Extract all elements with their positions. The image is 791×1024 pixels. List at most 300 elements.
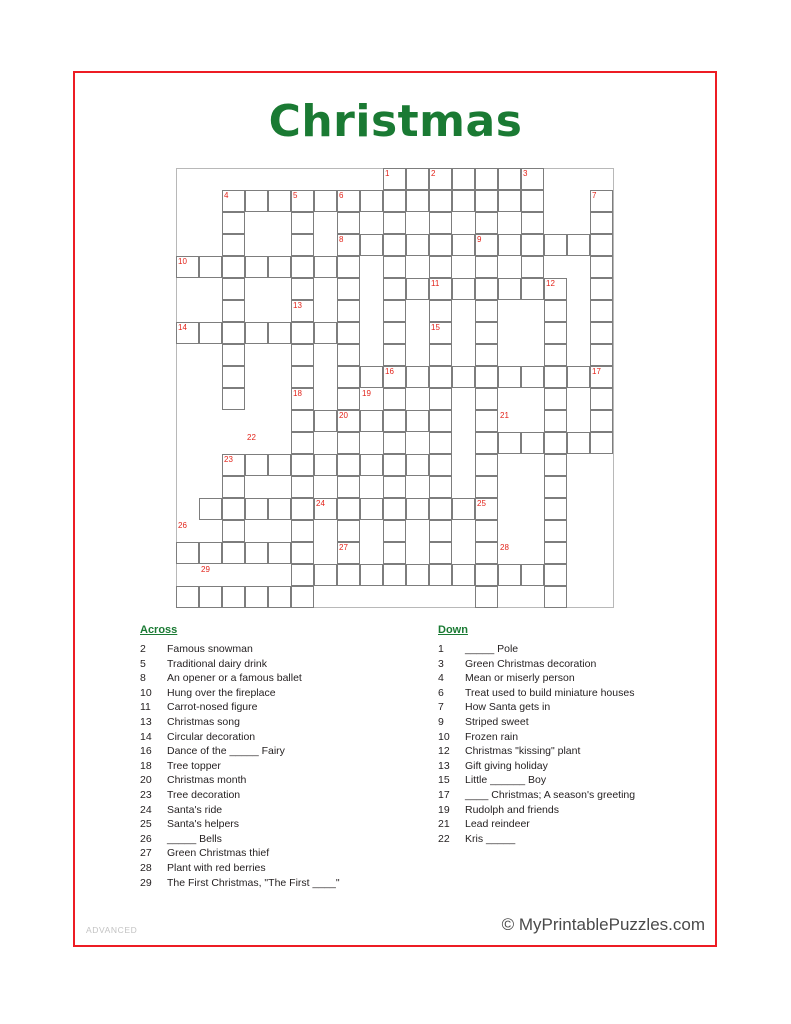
clue-number: 2 — [140, 643, 146, 655]
grid-cell[interactable] — [337, 344, 360, 366]
grid-cell[interactable] — [291, 256, 314, 278]
clue-text: _____ Bells — [167, 832, 222, 845]
clue-text: Christmas "kissing" plant — [465, 745, 581, 758]
grid-cell[interactable] — [291, 366, 314, 388]
grid-cell[interactable] — [383, 564, 406, 586]
grid-cell[interactable] — [199, 498, 222, 520]
grid-cell-number: 1 — [385, 169, 390, 178]
grid-cell[interactable] — [176, 586, 199, 608]
clue-number: 27 — [140, 847, 152, 860]
grid-cell[interactable] — [222, 256, 245, 278]
grid-cell-number: 7 — [592, 191, 597, 200]
clue-row — [140, 730, 440, 745]
grid-cell[interactable] — [337, 300, 360, 322]
grid-cell[interactable] — [360, 190, 383, 212]
grid-cell-number: 11 — [431, 279, 440, 288]
clue-text: An opener or a famous ballet — [167, 672, 302, 685]
grid-cell-number: 8 — [339, 235, 344, 244]
grid-cell-number: 13 — [293, 301, 302, 310]
grid-cell[interactable] — [337, 388, 360, 410]
grid-cell-number: 23 — [224, 455, 233, 464]
grid-cell[interactable] — [429, 190, 452, 212]
grid-cell[interactable] — [590, 278, 613, 300]
grid-cell[interactable] — [291, 432, 314, 454]
grid-cell[interactable] — [544, 410, 567, 432]
grid-cell[interactable] — [498, 190, 521, 212]
grid-cell[interactable] — [406, 498, 429, 520]
grid-cell[interactable] — [314, 454, 337, 476]
grid-cell-number: 25 — [477, 499, 486, 508]
grid-cell[interactable] — [475, 542, 498, 564]
grid-cell[interactable] — [429, 432, 452, 454]
grid-cell[interactable] — [521, 366, 544, 388]
grid-cell[interactable] — [452, 564, 475, 586]
crossword-grid[interactable] — [176, 168, 614, 608]
clue-number: 10 — [438, 730, 450, 743]
grid-cell[interactable] — [337, 498, 360, 520]
grid-cell[interactable] — [406, 234, 429, 256]
grid-cell-number: 22 — [247, 433, 256, 442]
grid-cell[interactable] — [406, 564, 429, 586]
grid-cell[interactable] — [360, 498, 383, 520]
grid-cell[interactable] — [544, 586, 567, 608]
grid-cell[interactable] — [245, 454, 268, 476]
grid-cell-number: 18 — [293, 389, 302, 398]
grid-cell[interactable] — [452, 168, 475, 190]
grid-cell-number: 24 — [316, 499, 325, 508]
across-clue-list — [140, 642, 440, 890]
grid-cell[interactable] — [544, 476, 567, 498]
grid-cell[interactable] — [475, 476, 498, 498]
grid-cell[interactable] — [245, 542, 268, 564]
grid-cell[interactable] — [429, 212, 452, 234]
grid-cell[interactable] — [360, 410, 383, 432]
grid-cell[interactable] — [498, 168, 521, 190]
grid-cell[interactable] — [544, 344, 567, 366]
grid-cell[interactable] — [291, 542, 314, 564]
clues-section — [100, 624, 700, 894]
grid-cell[interactable] — [199, 542, 222, 564]
clue-number: 15 — [438, 774, 450, 787]
grid-cell[interactable] — [475, 300, 498, 322]
grid-cell[interactable] — [291, 498, 314, 520]
grid-cell[interactable] — [452, 190, 475, 212]
grid-cell[interactable] — [475, 212, 498, 234]
clue-row — [140, 700, 440, 715]
clue-text: Christmas month — [167, 774, 247, 787]
grid-cell[interactable] — [544, 520, 567, 542]
grid-cell[interactable] — [383, 322, 406, 344]
grid-cell[interactable] — [222, 586, 245, 608]
grid-cell[interactable] — [291, 322, 314, 344]
grid-cell[interactable] — [360, 454, 383, 476]
grid-cell-number: 14 — [178, 323, 187, 332]
grid-cell[interactable] — [429, 234, 452, 256]
grid-cell[interactable] — [337, 476, 360, 498]
grid-cell[interactable] — [544, 432, 567, 454]
grid-cell[interactable] — [544, 300, 567, 322]
down-clue-list — [438, 642, 718, 846]
grid-cell[interactable] — [498, 564, 521, 586]
grid-cell[interactable] — [429, 476, 452, 498]
grid-cell[interactable] — [590, 300, 613, 322]
grid-cell[interactable] — [475, 454, 498, 476]
site-credit: © MyPrintablePuzzles.com — [501, 915, 705, 934]
grid-cell[interactable] — [176, 542, 199, 564]
clue-row — [140, 686, 440, 701]
grid-cell[interactable] — [383, 344, 406, 366]
grid-cell[interactable] — [383, 278, 406, 300]
clue-number: 9 — [438, 715, 444, 728]
grid-cell[interactable] — [429, 410, 452, 432]
grid-cell[interactable] — [544, 542, 567, 564]
grid-cell[interactable] — [544, 322, 567, 344]
grid-cell[interactable] — [337, 256, 360, 278]
grid-cell-number: 15 — [431, 323, 440, 332]
grid-cell[interactable] — [567, 432, 590, 454]
clue-text: Treat used to build miniature houses — [465, 686, 635, 699]
grid-cell[interactable] — [475, 520, 498, 542]
grid-cell[interactable] — [406, 278, 429, 300]
grid-cell[interactable] — [222, 388, 245, 410]
clue-text: Plant with red berries — [167, 861, 266, 874]
grid-cell[interactable] — [222, 234, 245, 256]
clue-row — [438, 671, 718, 686]
grid-cell[interactable] — [245, 190, 268, 212]
clue-number: 5 — [140, 657, 146, 670]
grid-cell[interactable] — [314, 256, 337, 278]
clue-row — [140, 759, 440, 774]
grid-cell[interactable] — [314, 410, 337, 432]
grid-cell[interactable] — [337, 432, 360, 454]
grid-cell[interactable] — [475, 322, 498, 344]
clue-row — [438, 803, 718, 818]
grid-cell[interactable] — [429, 520, 452, 542]
grid-cell[interactable] — [544, 388, 567, 410]
clue-number: 4 — [438, 672, 444, 685]
clue-row — [438, 686, 718, 701]
clue-number: 14 — [140, 730, 152, 743]
grid-cell[interactable] — [222, 366, 245, 388]
clue-number: 29 — [140, 876, 152, 889]
grid-cell[interactable] — [475, 278, 498, 300]
grid-cell[interactable] — [429, 498, 452, 520]
clue-number: 6 — [438, 686, 444, 699]
grid-cell[interactable] — [498, 278, 521, 300]
grid-cell[interactable] — [291, 344, 314, 366]
grid-cell[interactable] — [383, 542, 406, 564]
clue-text: Tree topper — [167, 759, 221, 772]
grid-cell[interactable] — [291, 476, 314, 498]
grid-cell[interactable] — [268, 256, 291, 278]
grid-cell[interactable] — [337, 520, 360, 542]
grid-cell[interactable] — [360, 564, 383, 586]
grid-cell[interactable] — [291, 454, 314, 476]
grid-cell[interactable] — [360, 366, 383, 388]
grid-cell[interactable] — [452, 234, 475, 256]
clue-row — [438, 642, 718, 657]
grid-cell[interactable] — [268, 454, 291, 476]
grid-cell-number: 28 — [500, 543, 509, 552]
grid-cell[interactable] — [406, 410, 429, 432]
clue-row — [438, 700, 718, 715]
grid-cell[interactable] — [544, 234, 567, 256]
grid-cell[interactable] — [337, 454, 360, 476]
grid-cell-number: 5 — [293, 191, 298, 200]
clue-text: _____ Pole — [465, 643, 519, 655]
grid-cell[interactable] — [429, 256, 452, 278]
clue-text: Circular decoration — [167, 730, 256, 743]
grid-cell[interactable] — [590, 212, 613, 234]
grid-cell[interactable] — [567, 366, 590, 388]
grid-cell[interactable] — [452, 366, 475, 388]
grid-cell[interactable] — [222, 542, 245, 564]
clue-row — [438, 657, 718, 672]
grid-cell[interactable] — [429, 564, 452, 586]
grid-cell[interactable] — [498, 234, 521, 256]
clue-text: Green Christmas thief — [167, 847, 270, 860]
grid-cell[interactable] — [268, 190, 291, 212]
clue-text: Traditional dairy drink — [167, 657, 267, 670]
clue-number: 19 — [438, 803, 450, 816]
grid-cell-number: 10 — [178, 257, 187, 266]
grid-cell[interactable] — [291, 520, 314, 542]
grid-cell[interactable] — [383, 498, 406, 520]
grid-cell[interactable] — [268, 322, 291, 344]
clue-text: Frozen rain — [465, 730, 519, 743]
grid-cell[interactable] — [521, 190, 544, 212]
grid-cell[interactable] — [383, 454, 406, 476]
grid-cell[interactable] — [475, 344, 498, 366]
clue-row — [438, 759, 718, 774]
clue-number: 17 — [438, 788, 450, 801]
grid-cell[interactable] — [475, 564, 498, 586]
clue-row — [140, 832, 440, 847]
grid-cell-number: 12 — [546, 279, 555, 288]
grid-cell[interactable] — [199, 322, 222, 344]
grid-cell[interactable] — [337, 366, 360, 388]
clue-text: Santa's helpers — [167, 818, 240, 831]
grid-cell[interactable] — [337, 212, 360, 234]
grid-cell[interactable] — [544, 564, 567, 586]
grid-cell[interactable] — [291, 410, 314, 432]
grid-cell[interactable] — [475, 410, 498, 432]
grid-cell[interactable] — [383, 234, 406, 256]
grid-cell-number: 29 — [201, 565, 210, 574]
grid-cell-number: 3 — [523, 169, 528, 178]
grid-cell[interactable] — [383, 190, 406, 212]
grid-cell[interactable] — [222, 520, 245, 542]
grid-cell[interactable] — [475, 432, 498, 454]
grid-cell[interactable] — [429, 344, 452, 366]
clue-text: Striped sweet — [465, 715, 529, 728]
clue-text: ____ Christmas; A season's greeting — [465, 788, 636, 801]
grid-cell[interactable] — [291, 278, 314, 300]
grid-cell[interactable] — [337, 322, 360, 344]
grid-cell[interactable] — [222, 212, 245, 234]
clue-row — [140, 876, 440, 891]
grid-cell[interactable] — [383, 520, 406, 542]
grid-cell[interactable] — [222, 498, 245, 520]
grid-cell[interactable] — [590, 234, 613, 256]
clue-number: 20 — [140, 774, 152, 787]
clue-text: The First Christmas, "The First ____" — [167, 876, 340, 889]
across-column — [140, 624, 440, 890]
grid-cell[interactable] — [429, 542, 452, 564]
grid-cell[interactable] — [521, 234, 544, 256]
grid-cell[interactable] — [590, 322, 613, 344]
clue-number: 1 — [438, 643, 444, 655]
grid-cell[interactable] — [383, 300, 406, 322]
grid-cell[interactable] — [406, 366, 429, 388]
grid-cell[interactable] — [429, 300, 452, 322]
grid-cell[interactable] — [245, 586, 268, 608]
clue-number: 28 — [140, 861, 152, 874]
grid-cell[interactable] — [268, 542, 291, 564]
clue-text: How Santa gets in — [465, 701, 551, 714]
grid-cell-number: 20 — [339, 411, 348, 420]
grid-cell[interactable] — [521, 256, 544, 278]
grid-cell[interactable] — [475, 168, 498, 190]
grid-cell[interactable] — [383, 476, 406, 498]
grid-cell[interactable] — [406, 454, 429, 476]
grid-cell[interactable] — [590, 388, 613, 410]
grid-cell[interactable] — [452, 278, 475, 300]
clue-number: 13 — [438, 759, 450, 772]
grid-cell[interactable] — [199, 586, 222, 608]
grid-cell[interactable] — [291, 212, 314, 234]
grid-cell[interactable] — [590, 432, 613, 454]
clue-row — [140, 642, 440, 657]
grid-cell[interactable] — [475, 366, 498, 388]
grid-cell-number: 26 — [178, 521, 187, 530]
clue-number: 8 — [140, 672, 146, 685]
grid-cell[interactable] — [268, 586, 291, 608]
grid-cell[interactable] — [475, 388, 498, 410]
grid-cell[interactable] — [475, 190, 498, 212]
grid-cell-number: 21 — [500, 411, 509, 420]
grid-cell[interactable] — [521, 212, 544, 234]
clue-text: Christmas song — [167, 715, 240, 728]
clue-number: 13 — [140, 715, 152, 728]
clue-number: 10 — [140, 686, 152, 699]
clue-row — [140, 846, 440, 861]
clue-row — [438, 773, 718, 788]
grid-cell[interactable] — [383, 388, 406, 410]
clue-number: 7 — [438, 701, 444, 714]
clue-text: Gift giving holiday — [465, 759, 548, 772]
grid-cell[interactable] — [222, 476, 245, 498]
grid-cell[interactable] — [406, 168, 429, 190]
clue-text: Hung over the fireplace — [167, 686, 276, 699]
clue-number: 24 — [140, 803, 152, 816]
grid-cell[interactable] — [475, 586, 498, 608]
grid-cell[interactable] — [383, 212, 406, 234]
grid-cell[interactable] — [222, 344, 245, 366]
grid-cell[interactable] — [521, 278, 544, 300]
grid-cell[interactable] — [314, 564, 337, 586]
clue-number: 26 — [140, 832, 152, 845]
grid-cell[interactable] — [222, 278, 245, 300]
grid-cell[interactable] — [291, 234, 314, 256]
clue-number: 25 — [140, 818, 152, 831]
clue-text: Famous snowman — [167, 643, 253, 655]
grid-cell[interactable] — [222, 322, 245, 344]
clue-text: Tree decoration — [167, 788, 241, 801]
grid-cell[interactable] — [291, 564, 314, 586]
clue-row — [438, 744, 718, 759]
grid-cell[interactable] — [383, 432, 406, 454]
clue-number: 22 — [438, 832, 450, 845]
clue-row — [140, 744, 440, 759]
grid-cell[interactable] — [383, 256, 406, 278]
clue-row — [438, 730, 718, 745]
grid-cell[interactable] — [314, 190, 337, 212]
grid-cell[interactable] — [222, 300, 245, 322]
clue-row — [438, 715, 718, 730]
clue-number: 12 — [438, 745, 450, 758]
grid-cell[interactable] — [521, 564, 544, 586]
grid-cell[interactable] — [475, 256, 498, 278]
grid-cell[interactable] — [590, 256, 613, 278]
grid-cell[interactable] — [337, 564, 360, 586]
grid-cell[interactable] — [452, 498, 475, 520]
grid-cell[interactable] — [429, 454, 452, 476]
clue-row — [438, 832, 718, 847]
clue-text: Kris _____ — [465, 832, 516, 845]
grid-cell[interactable] — [544, 366, 567, 388]
grid-cell[interactable] — [567, 234, 590, 256]
grid-cell-number: 27 — [339, 543, 348, 552]
clue-text: Lead reindeer — [465, 818, 530, 831]
grid-cell[interactable] — [590, 344, 613, 366]
clue-number: 21 — [438, 818, 450, 831]
grid-cell[interactable] — [199, 256, 222, 278]
clue-row — [438, 788, 718, 803]
grid-cell[interactable] — [544, 454, 567, 476]
grid-cell[interactable] — [498, 366, 521, 388]
clue-row — [140, 788, 440, 803]
grid-cell-number: 16 — [385, 367, 394, 376]
grid-cell[interactable] — [521, 432, 544, 454]
clue-text: Little ______ Boy — [465, 774, 547, 787]
grid-cell[interactable] — [245, 322, 268, 344]
grid-cell[interactable] — [383, 410, 406, 432]
grid-cell[interactable] — [291, 586, 314, 608]
grid-cell[interactable] — [590, 410, 613, 432]
grid-cell[interactable] — [429, 388, 452, 410]
grid-cell[interactable] — [245, 256, 268, 278]
clue-text: Santa's ride — [167, 803, 223, 816]
grid-cell-number: 9 — [477, 235, 482, 244]
clue-row — [140, 861, 440, 876]
grid-cell[interactable] — [314, 322, 337, 344]
across-heading: Across — [140, 624, 178, 636]
grid-cell[interactable] — [406, 190, 429, 212]
clue-row — [140, 657, 440, 672]
grid-cell[interactable] — [268, 498, 291, 520]
grid-cell[interactable] — [429, 366, 452, 388]
clue-row — [140, 715, 440, 730]
grid-cell[interactable] — [544, 498, 567, 520]
grid-cell[interactable] — [245, 498, 268, 520]
clue-text: Rudolph and friends — [465, 803, 559, 816]
grid-cell[interactable] — [337, 278, 360, 300]
grid-cell[interactable] — [360, 234, 383, 256]
clue-number: 18 — [140, 759, 152, 772]
clue-row — [438, 817, 718, 832]
grid-cell[interactable] — [498, 432, 521, 454]
